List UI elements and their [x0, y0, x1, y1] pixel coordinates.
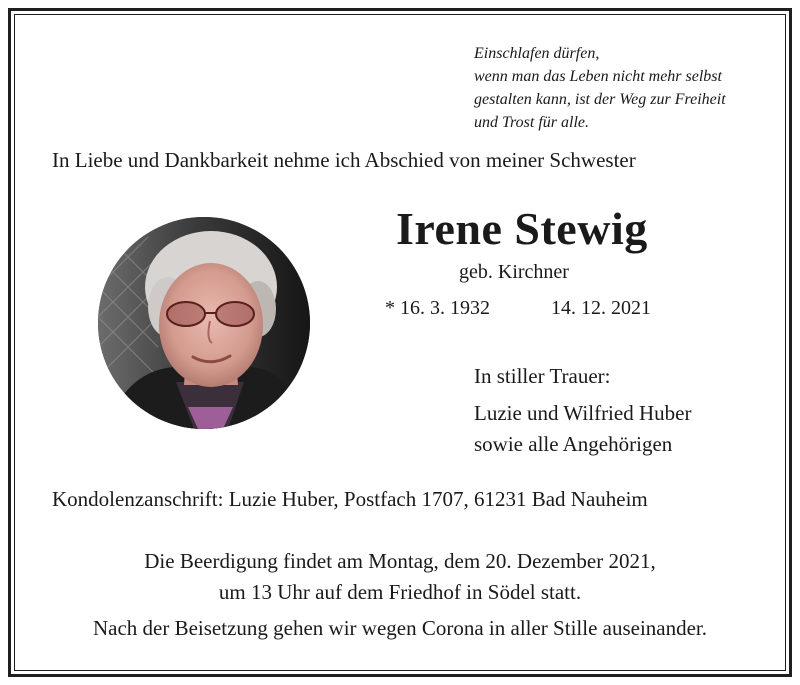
quote-line: und Trost für alle.: [474, 114, 589, 131]
mourners-heading: In stiller Trauer:: [474, 364, 611, 388]
quote-block: [474, 42, 726, 134]
portrait-photo: [98, 217, 310, 429]
condolence-address: Kondolenzanschrift: Luzie Huber, Postfach 1707, 61231 Bad Nauheim: [52, 487, 648, 511]
intro-text: In Liebe und Dankbarkeit nehme ich Abschied von meiner Schwester: [52, 148, 636, 172]
funeral-note: Nach der Beisetzung gehen wir wegen Corona in aller Stille auseinander.: [92, 616, 708, 640]
birth-name: geb. Kirchner: [459, 261, 569, 283]
funeral-line: um 13 Uhr auf dem Friedhof in Södel statt.: [218, 580, 582, 604]
mourners-line: sowie alle Angehörigen: [474, 432, 673, 456]
death-date: 14. 12. 2021: [551, 297, 651, 319]
mourners-line: Luzie und Wilfried Huber: [474, 401, 692, 425]
mourners-block: [474, 361, 691, 460]
quote-line: gestalten kann, ist der Weg zur Freiheit: [474, 91, 726, 108]
funeral-line: Die Beerdigung findet am Montag, dem 20. Dezember 2021,: [144, 549, 656, 573]
quote-line: Einschlafen dürfen,: [474, 45, 600, 62]
quote-line: wenn man das Leben nicht mehr selbst: [474, 68, 722, 85]
deceased-name: Irene Stewig: [396, 203, 648, 254]
birth-date: * 16. 3. 1932: [385, 297, 490, 319]
